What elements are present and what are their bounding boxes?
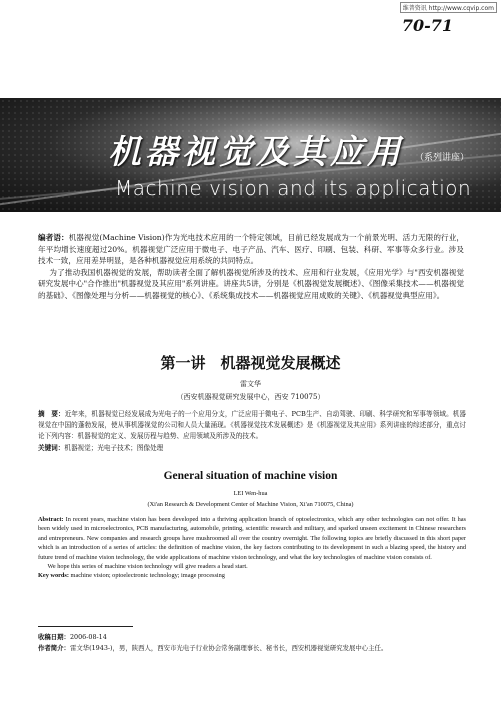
- abstract-cn: [38, 409, 466, 454]
- keywords-cn-text: 机器视觉；光电子技术；图像处理: [64, 443, 164, 452]
- banner-title: 机器视觉及其应用: [108, 132, 404, 171]
- banner: [0, 98, 501, 212]
- keywords-en-label: Key words:: [38, 572, 69, 580]
- english-author: LEI Wen-hua: [233, 490, 268, 497]
- abstract-en-paragraph: [38, 515, 466, 562]
- author-bio: [38, 643, 468, 654]
- keywords-en-text: machine vision; optoelectronic technology; image processing: [70, 572, 225, 580]
- editor-note-label: 编者语：: [38, 233, 69, 242]
- keywords-en: [38, 571, 466, 580]
- author-bio-label: 作者简介：: [38, 643, 70, 652]
- abstract-en-hope: We hope this series of machine vision technology will give readers a head start.: [47, 563, 248, 571]
- watermark: 维普资讯 http://www.cqvip.com: [400, 2, 497, 13]
- abstract-cn-label: 摘 要：: [38, 410, 65, 418]
- banner-subtitle: Machine vision and its application: [115, 176, 472, 200]
- abstract-en-text: In recent years, machine vision has been developed into a thriving application branch of optoelectronics, which any other technologies can not offer. It has been widely used in microelectronics, PCB manufacturing, automobile, printing, scientific research and military, and sparked unseen excitement in Chinese researchers and entrepreneurs. New companies and research groups have mushroomed all over the country overnight. The following topics are briefly discussed in this short paper which is an introduction of a series of articles: the definition of machine vision, the key factors contributing to its development in such a blazing speed, the history and future trend of machine vision technology, the wide applications of machine vision technology, and what the key technologies of machine vision consists of.: [38, 516, 466, 561]
- author-affiliation: （西安机器视觉研究发展中心，西安 710075）: [176, 393, 325, 401]
- page-number: 70-71: [401, 16, 453, 35]
- editor-note-text-1: 机器视觉(Machine Vision)作为光电技术应用的一个特定领域，目前已经发展成为一个前景光明、活力无限的行业，年平均增长速度超过20%。机器视觉广泛应用于微电子、电子产品、汽车、医疗、印刷、包装、科研、军事等众多行业。涉及技术一致，应用差异明显，是各种机器视觉应用系统的共同特点。: [38, 233, 464, 266]
- keywords-cn: [38, 443, 466, 454]
- editor-note: [38, 232, 464, 302]
- abstract-cn-text: 近年来，机器视觉已经发展成为光电子的一个应用分支，广泛应用于微电子、PCB生产、自动驾驶、印刷、科学研究和军事等领域。机器视觉在中国的蓬勃发展，使从事机器视觉的公司和人员大量涌现。《机器视觉技术发展概述》是《机器视觉及其应用》系列讲座的综述部分，重点讨论下列内容：机器视觉的定义、发展历程与趋势、应用领域及所涉及的技术。: [38, 410, 467, 441]
- lecture-title: 第一讲 机器视觉发展概述: [160, 354, 341, 372]
- received-value: 2006-08-14: [69, 633, 107, 641]
- banner-series-label: （系列讲座）: [415, 153, 470, 163]
- received-date: [38, 632, 468, 643]
- english-affiliation: (Xi'an Research & Development Center of Machine Vision, Xi'an 710075, China): [147, 501, 354, 508]
- abstract-en: [38, 515, 466, 581]
- received-label: 收稿日期：: [38, 633, 70, 641]
- english-title: General situation of machine vision: [163, 470, 338, 482]
- abstract-en-label: Abstract:: [38, 516, 64, 523]
- footnotes: [38, 632, 468, 653]
- author-name: 雷文华: [240, 380, 261, 388]
- editor-note-text-2: 为了推动我国机器视觉的发展，帮助读者全面了解机器视觉所涉及的技术、应用和行业发展，《应用光学》与"西安机器视觉研究发展中心"合作推出"机器视觉及其应用"系列讲座。讲座共5讲，分别是《机器视觉发展概述》、《图像采集技术——机器视觉的基础》、《图像处理与分析——机器视觉的核心》、《系统集成技术——机器视觉应用成败的关键》、《机器视觉典型应用》。: [38, 267, 464, 300]
- footnote-divider: [38, 626, 133, 627]
- editor-note-paragraph-1: [38, 232, 464, 267]
- keywords-cn-label: 关键词：: [38, 443, 65, 452]
- author-bio-text: 雷文华(1943-)，男，陕西人，西安市光电子行业协会常务副理事长、秘书长，西安机器视觉研究发展中心主任。: [69, 643, 388, 652]
- abstract-cn-paragraph: [38, 409, 466, 443]
